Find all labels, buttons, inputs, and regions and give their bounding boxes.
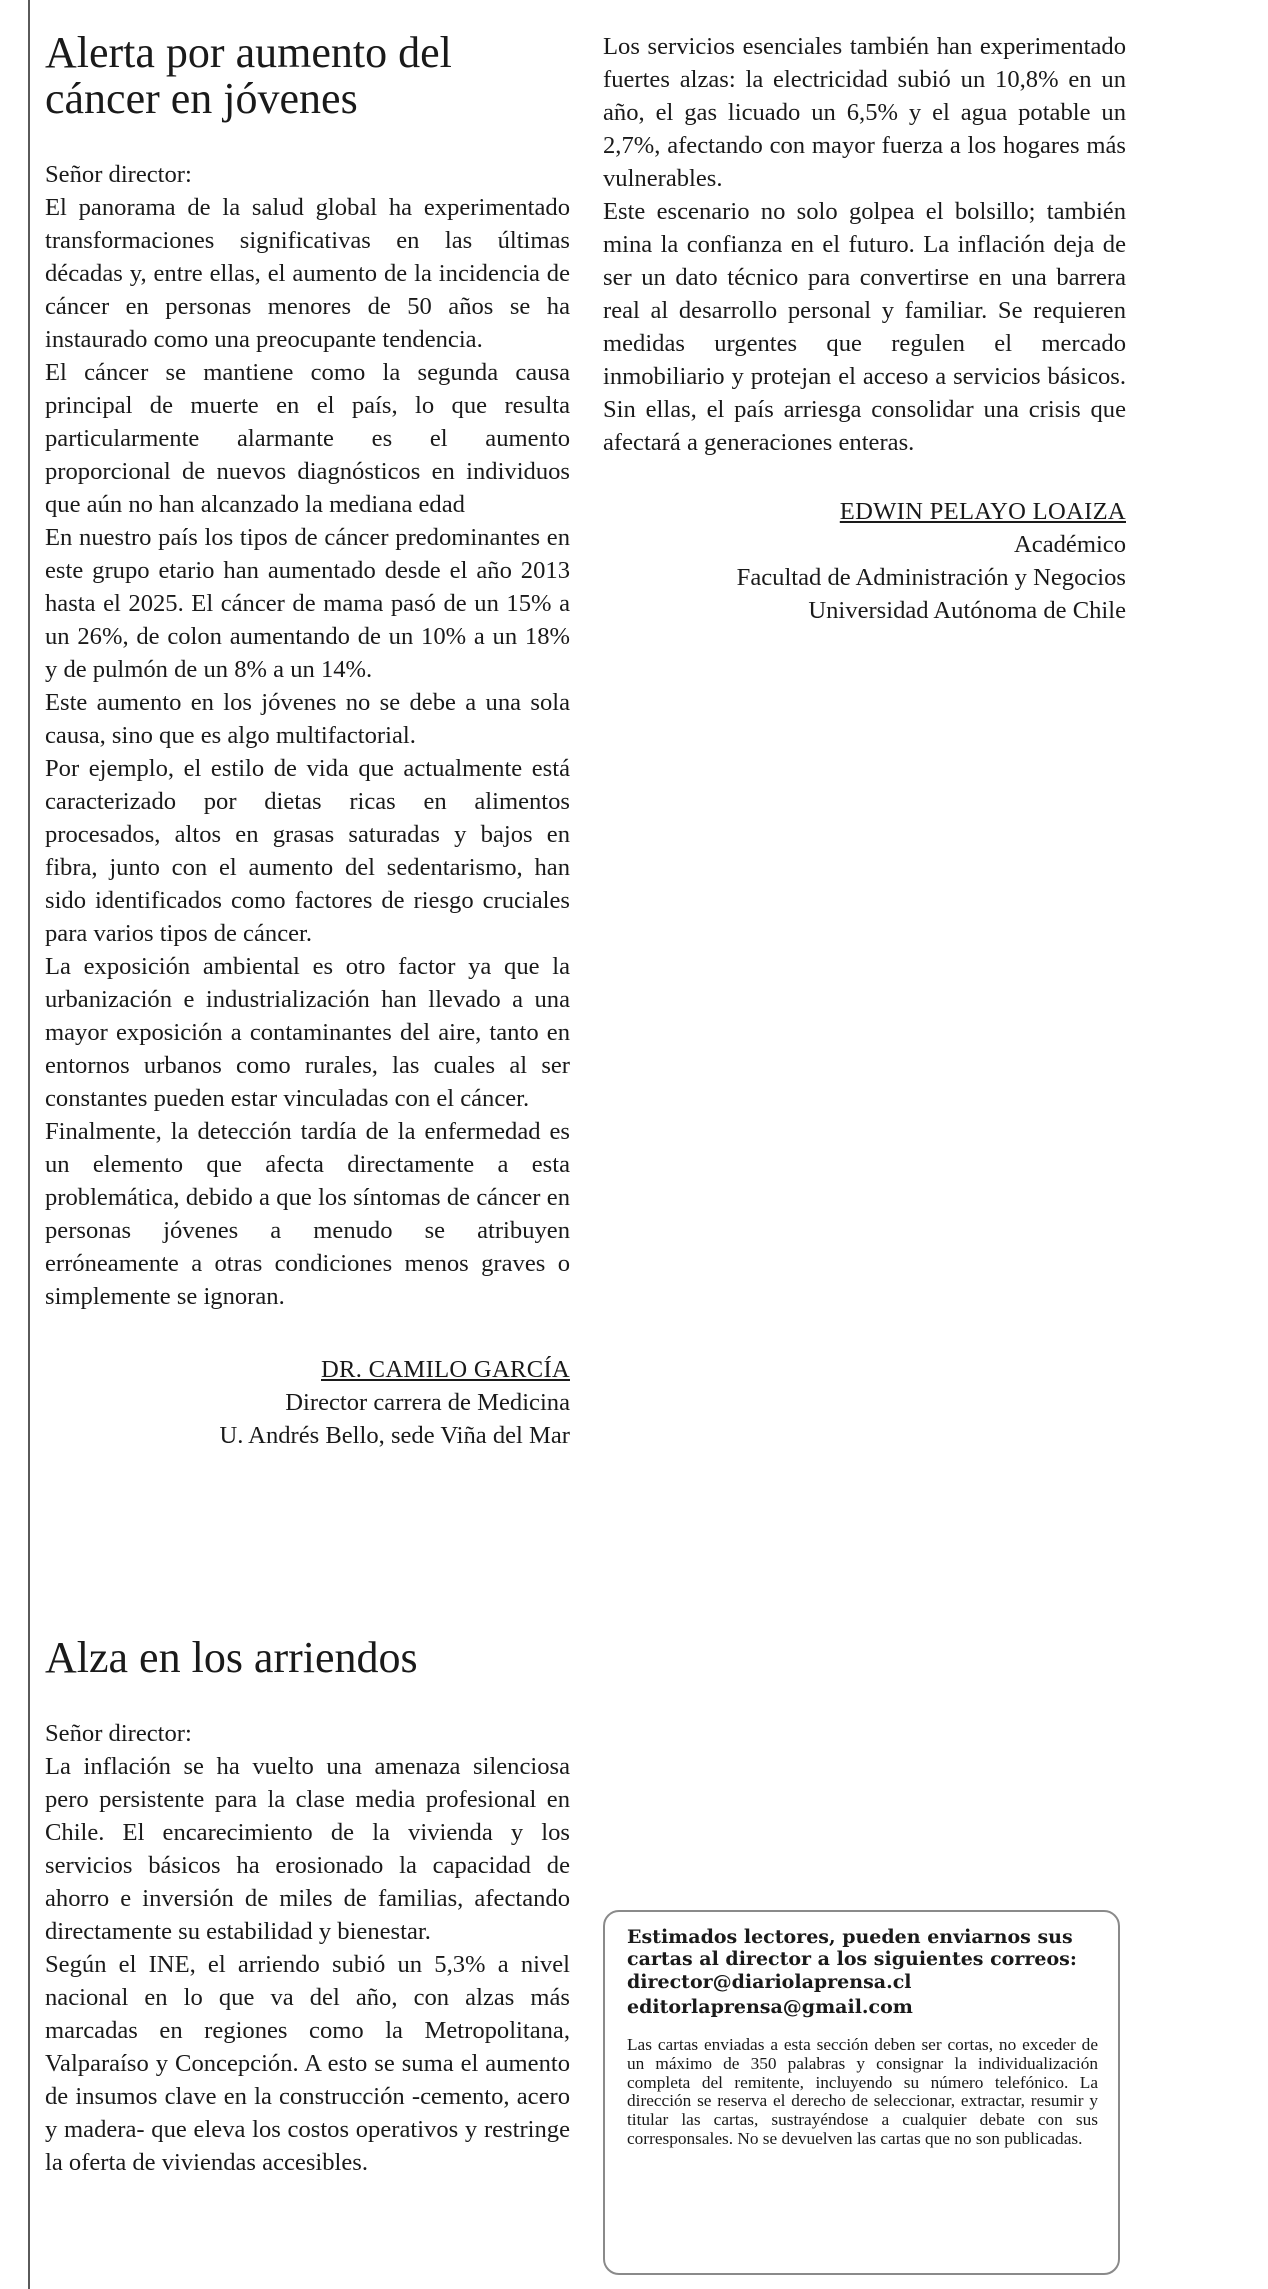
- column-rule: [28, 0, 30, 2289]
- paragraph: La exposición ambiental es otro factor ya que la urbanización e industrialización han llevado a una mayor exposición a contaminantes del aire, tanto en entornos urbanos como rurales, las cuales al ser constantes pueden estar vinculadas con el cáncer.: [45, 953, 570, 1112]
- author-name: EDWIN PELAYO LOAIZA: [839, 498, 1126, 525]
- letter-headline: Alza en los arriendos: [45, 1633, 418, 1682]
- paragraph: Finalmente, la detección tardía de la enfermedad es un elemento que afecta directamente a esta problemática, debido a que los síntomas de cáncer en personas jóvenes a menudo se atribuyen erróneamente a otras condiciones menos graves o simplemente se ignoran.: [45, 1118, 570, 1310]
- author-title: Director carrera de Medicina: [285, 1389, 570, 1416]
- signature-block: [45, 1353, 570, 1452]
- notice-body: Las cartas enviadas a esta sección deben ser cortas, no exceder de un máximo de 350 palabras y consignar la individualización completa del remitente, incluyendo su número telefónico. La dirección se reserva el derecho de seleccionar, extractar, resumir y titular las cartas, sustrayéndose a cualquier debate con sus corresponsales. No se devuelven las cartas que no son publicadas.: [627, 2035, 1098, 2148]
- author-affiliation: U. Andrés Bello, sede Viña del Mar: [219, 1422, 570, 1449]
- paragraph: Los servicios esenciales también han experimentado fuertes alzas: la electricidad subió un 10,8% en un año, el gas licuado un 6,5% y el agua potable un 2,7%, afectando con mayor fuerza a los hogares más vulnerables.: [603, 33, 1126, 192]
- signature-block: [603, 495, 1126, 627]
- author-faculty: Facultad de Administración y Negocios: [736, 564, 1126, 591]
- paragraph: El cáncer se mantiene como la segunda causa principal de muerte en el país, lo que resulta particularmente alarmante es el aumento proporcional de nuevos diagnósticos en individuos que aún no han alcanzado la mediana edad: [45, 359, 570, 518]
- paragraph: Según el INE, el arriendo subió un 5,3% a nivel nacional en lo que va del año, con alzas más marcadas en regiones como la Metropolitana, Valparaíso y Concepción. A esto se suma el aumento de insumos clave en la construcción -cemento, acero y madera- que eleva los costos operativos y restringe la oferta de viviendas accesibles.: [45, 1951, 570, 2176]
- letter-headline: Alerta por aumento del cáncer en jóvenes: [45, 28, 452, 123]
- paragraph: La inflación se ha vuelto una amenaza silenciosa pero persistente para la clase media profesional en Chile. El encarecimiento de la vivienda y los servicios básicos ha erosionado la capacidad de ahorro e inversión de miles de familias, afectando directamente su estabilidad y bienestar.: [45, 1753, 570, 1945]
- letter-arriendos: [45, 1635, 570, 2179]
- notice-title: Estimados lectores, pueden enviarnos sus cartas al director a los siguientes correos:: [627, 1926, 1077, 1970]
- email-editor: editorlaprensa@gmail.com: [627, 1996, 913, 2018]
- paragraph: Este aumento en los jóvenes no se debe a una sola causa, sino que es algo multifactorial.: [45, 689, 570, 749]
- salutation: Señor director:: [45, 161, 192, 188]
- author-title: Académico: [1014, 531, 1126, 558]
- paragraph: Por ejemplo, el estilo de vida que actualmente está caracterizado por dietas ricas en alimentos procesados, altos en grasas saturadas y bajos en fibra, junto con el aumento del sedentarismo, han sido identificados como factores de riesgo cruciales para varios tipos de cáncer.: [45, 755, 570, 947]
- paragraph: Este escenario no solo golpea el bolsillo; también mina la confianza en el futuro. La inflación deja de ser un dato técnico para convertirse en una barrera real al desarrollo personal y familiar. Se requieren medidas urgentes que regulen el mercado inmobiliario y protejan el acceso a servicios básicos. Sin ellas, el país arriesga consolidar una crisis que afectará a generaciones enteras.: [603, 198, 1126, 456]
- author-name: DR. CAMILO GARCÍA: [321, 1356, 570, 1383]
- email-director: director@diariolaprensa.cl: [627, 1971, 912, 1993]
- letter-arriendos-continued: [603, 30, 1126, 627]
- paragraph: En nuestro país los tipos de cáncer predominantes en este grupo etario han aumentado desde el año 2013 hasta el 2025. El cáncer de mama pasó de un 15% a un 26%, de colon aumentando de un 10% a un 18% y de pulmón de un 8% a un 14%.: [45, 524, 570, 683]
- letter-cancer: [45, 30, 570, 1452]
- paragraph: El panorama de la salud global ha experimentado transformaciones significativas en las últimas décadas y, entre ellas, el aumento de la incidencia de cáncer en personas menores de 50 años se ha instaurado como una preocupante tendencia.: [45, 194, 570, 353]
- reader-notice-box: [603, 1910, 1120, 2275]
- salutation: Señor director:: [45, 1720, 192, 1747]
- author-affiliation: Universidad Autónoma de Chile: [808, 597, 1126, 624]
